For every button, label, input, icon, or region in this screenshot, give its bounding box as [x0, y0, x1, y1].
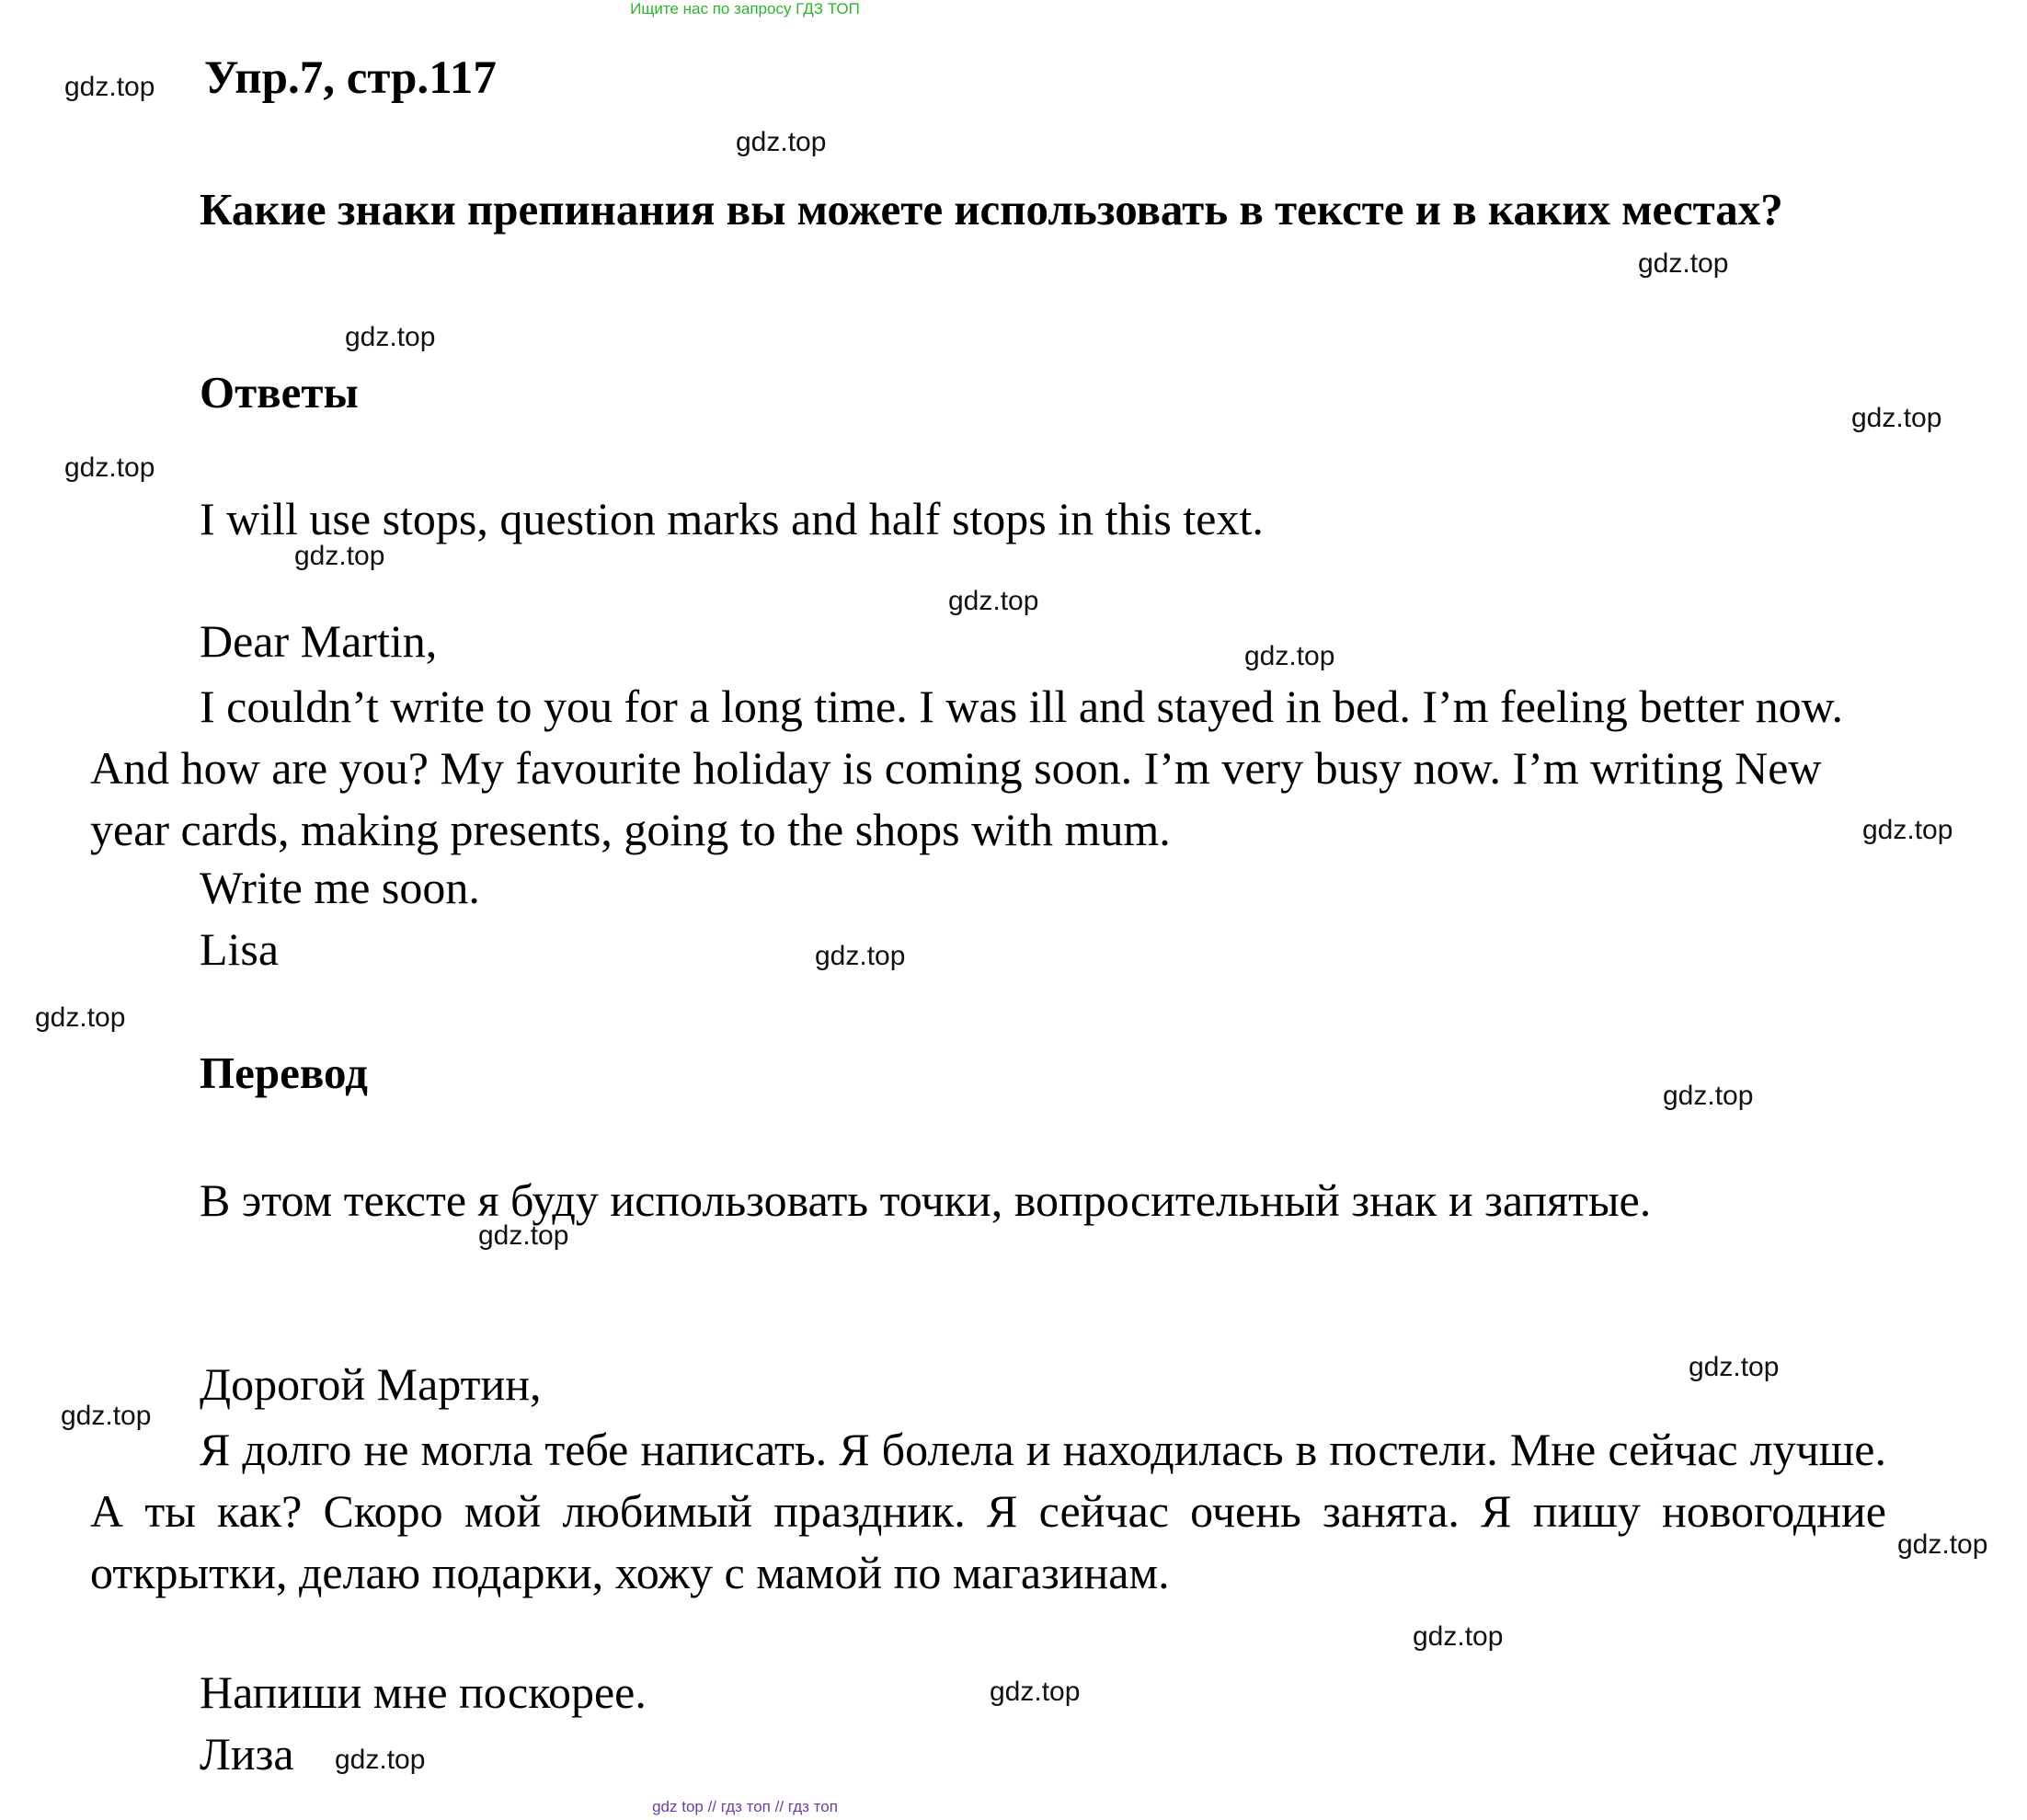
watermark: gdz.top [1851, 403, 1942, 433]
question-text: Какие знаки препинания вы можете использовать в тексте и в каких местах? [200, 184, 1783, 235]
letter-closing: Write me soon. [200, 862, 480, 913]
watermark: gdz.top [1663, 1081, 1754, 1111]
watermark: gdz.top [948, 586, 1039, 616]
translation-intro: В этом тексте я буду использовать точки, вопросительный знак и запятые. [200, 1174, 1652, 1226]
translation-body: Я долго не могла тебе написать. Я болела и находилась в постели. Мне сейчас лучше. А ты как? Скоро мой любимый праздник. Я сейчас очень занята. Я пишу новогодние открытки, делаю подарки, хожу с мамой по магазинам. [90, 1424, 1886, 1598]
footer-links: gdz top // гдз топ // гдз топ [652, 1798, 838, 1815]
watermark: gdz.top [294, 541, 385, 571]
translation-greeting: Дорогой Мартин, [200, 1358, 542, 1410]
watermark: gdz.top [1897, 1529, 1988, 1560]
translation-heading: Перевод [200, 1047, 368, 1098]
translation-closing: Напиши мне поскорее. [200, 1666, 647, 1718]
watermark: gdz.top [990, 1677, 1081, 1707]
watermark: gdz.top [1244, 641, 1335, 671]
letter-body: I couldn’t write to you for a long time. I was ill and stayed in bed. I’m feeling better now. And how are you? My favourite holiday is coming soon. I’m very busy now. I’m writing New year cards, making presents, going to the shops with mum. [90, 681, 1844, 855]
watermark: gdz.top [1413, 1621, 1504, 1652]
watermark: gdz.top [61, 1401, 152, 1431]
watermark: gdz.top [478, 1220, 569, 1251]
translation-signature: Лиза [200, 1728, 294, 1780]
watermark: gdz.top [345, 322, 436, 352]
answer-intro: I will use stops, question marks and half stops in this text. [200, 493, 1264, 544]
watermark: gdz.top [1638, 248, 1729, 279]
letter-greeting: Dear Martin, [200, 615, 438, 667]
watermark: gdz.top [64, 452, 155, 483]
watermark: gdz.top [35, 1002, 126, 1033]
watermark: gdz.top [1689, 1352, 1780, 1382]
watermark: gdz.top [815, 941, 906, 971]
watermark: gdz.top [335, 1745, 426, 1775]
watermark: gdz.top [64, 72, 155, 102]
letter-signature: Lisa [200, 923, 280, 975]
top-banner: Ищите нас по запросу ГДЗ ТОП [630, 0, 860, 17]
answers-heading: Ответы [200, 367, 359, 418]
watermark: gdz.top [736, 127, 827, 157]
watermark: gdz.top [1862, 815, 1953, 845]
page-title: Упр.7, стр.117 [204, 52, 497, 104]
